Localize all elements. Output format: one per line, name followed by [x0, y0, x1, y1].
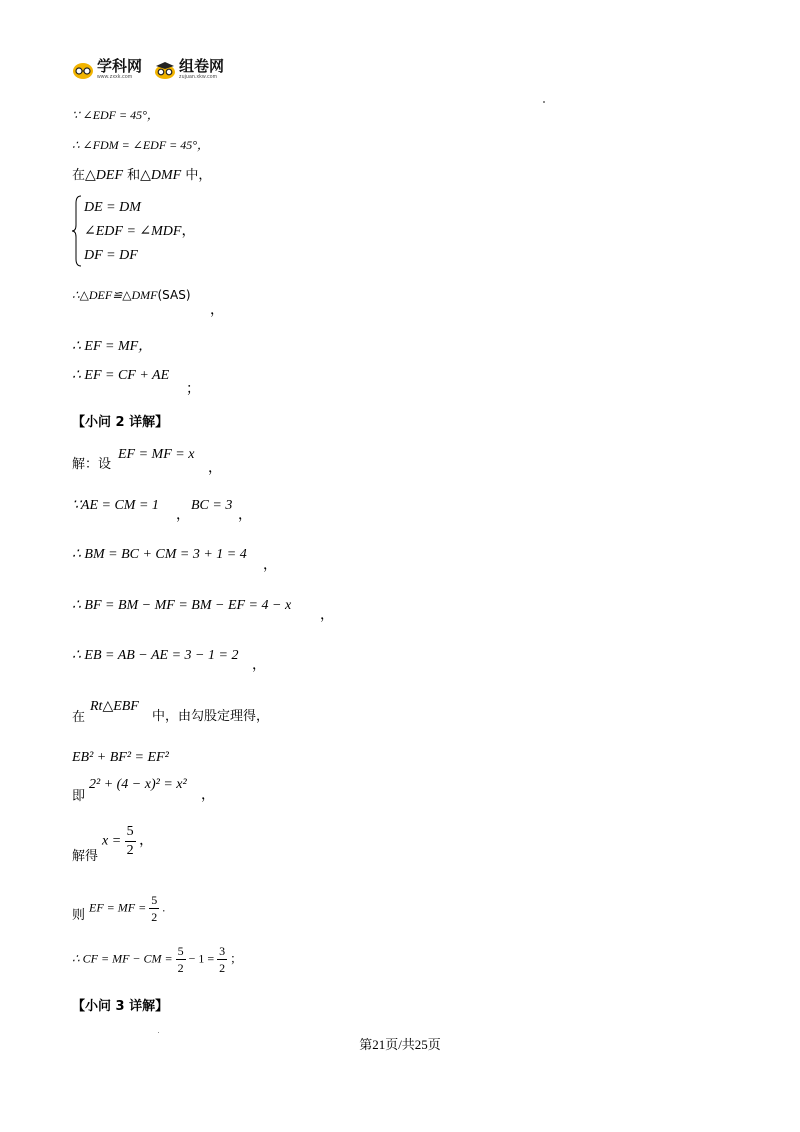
line-15-text: 即 — [72, 789, 86, 804]
line-17-period: . — [162, 900, 166, 915]
line-18-semicolon: ； — [230, 951, 243, 966]
line-16-fraction — [125, 825, 136, 858]
equation-system — [84, 196, 195, 268]
line-7-semicolon: ； — [186, 382, 200, 397]
line-16-comma: ， — [139, 833, 154, 849]
system-row-2-eq: ∠EDF = ∠MDF — [84, 224, 182, 239]
line-9-comma-1: ， — [176, 508, 190, 523]
line-3-tri-def: △DEF — [85, 168, 123, 183]
line-17-fraction — [149, 894, 159, 923]
line-17-numerator: 5 — [151, 893, 158, 907]
line-11-comma: ， — [320, 608, 334, 623]
line-18-fraction-2 — [217, 945, 227, 974]
line-12-eq: ∴ EB = AB − AE = 3 − 1 = 2 — [72, 648, 239, 663]
system-row-2 — [84, 220, 195, 244]
line-5 — [72, 286, 191, 304]
line-9-eq-1: ∵AE = CM = 1 — [72, 498, 159, 513]
page-number: 第21页/共25页 — [359, 1037, 441, 1052]
line-18-denominator-1: 2 — [177, 961, 184, 975]
line-5-comma: ， — [210, 303, 224, 318]
line-18-fraction-1 — [176, 945, 186, 974]
line-18 — [72, 945, 242, 974]
line-16-lhs: x = — [102, 833, 122, 849]
line-5-sas: (SAS) — [157, 288, 191, 302]
header-logos — [72, 60, 224, 80]
line-18-mid: − 1 = — [188, 951, 215, 966]
line-18-numerator-2: 3 — [219, 944, 226, 958]
line-16-eq — [102, 825, 153, 858]
line-13-text-a: 在 — [72, 710, 86, 725]
line-12-comma: ， — [252, 658, 266, 673]
line-8-comma: ， — [208, 461, 222, 476]
line-10-comma: ， — [263, 558, 277, 573]
line-16-text: 解得 — [72, 849, 99, 864]
line-5-congruence: ∴△DEF≌△DMF — [72, 288, 158, 302]
line-17-denominator: 2 — [151, 910, 158, 924]
line-3 — [72, 167, 211, 185]
section-heading-2: 【小问 2 详解】 — [72, 415, 169, 430]
zujuan-logo-url: zujuan.xkw.com — [179, 74, 218, 80]
line-8 — [72, 456, 111, 474]
line-8-text: 解：设 — [72, 457, 112, 472]
line-17-lhs: EF = MF = — [89, 900, 147, 915]
stray-dot — [543, 101, 545, 103]
line-17-text: 则 — [72, 908, 86, 923]
system-row-1: DE = DM — [84, 200, 141, 215]
line-9-eq-2: BC = 3 — [191, 498, 233, 513]
system-row-2-comma: ， — [181, 224, 196, 239]
line-13-prefix — [72, 709, 85, 727]
line-13-rt: Rt△EBF — [90, 699, 139, 714]
line-17-eq — [89, 894, 165, 923]
line-11-eq: ∴ BF = BM − MF = BM − EF = 4 − x — [72, 598, 292, 613]
line-16-denominator: 2 — [126, 843, 134, 858]
zxxk-logo — [72, 60, 142, 80]
stray-dot-2 — [158, 1032, 159, 1033]
line-16-numerator: 5 — [125, 825, 136, 842]
zxxk-logo-text: 学科网 — [97, 58, 143, 75]
line-15-comma: ， — [201, 788, 215, 803]
line-16 — [72, 848, 98, 866]
line-17 — [72, 907, 85, 925]
zujuan-logo-text: 组卷网 — [179, 58, 225, 75]
line-3-tri-dmf: △DMF — [140, 168, 182, 183]
line-7 — [72, 367, 169, 385]
system-brace — [72, 195, 82, 267]
line-2: ∴ ∠FDM = ∠EDF = 45°， — [72, 138, 210, 152]
line-18-denominator-2: 2 — [219, 961, 226, 975]
line-7-eq: ∴ EF = CF + AE — [72, 368, 170, 383]
section-heading-3: 【小问 3 详解】 — [72, 999, 169, 1014]
zujuan-logo-icon — [154, 60, 176, 80]
zujuan-logo — [154, 60, 224, 80]
line-3-text-e: 中， — [181, 168, 212, 183]
line-18-numerator-1: 5 — [177, 944, 184, 958]
system-row-3: DF = DF — [84, 248, 138, 263]
line-15 — [72, 788, 85, 806]
line-18-lhs: ∴ CF = MF − CM = — [72, 951, 173, 966]
line-1: ∵ ∠EDF = 45°， — [72, 108, 159, 122]
line-14-eq: EB² + BF² = EF² — [72, 750, 169, 765]
line-15-eq: 2² + (4 − x)² = x² — [89, 777, 187, 792]
line-9-comma-2: ， — [238, 508, 252, 523]
line-10-eq: ∴ BM = BC + CM = 3 + 1 = 4 — [72, 547, 247, 562]
zxxk-logo-icon — [72, 60, 94, 80]
zxxk-logo-url: www.zxxk.com — [97, 74, 133, 80]
line-8-eq: EF = MF = x — [118, 447, 195, 462]
line-3-text-c: 和 — [123, 168, 141, 183]
line-13-text-c: 中，由勾股定理得， — [152, 709, 270, 724]
line-6: ∴ EF = MF， — [72, 339, 153, 354]
line-3-text-a: 在 — [72, 168, 86, 183]
